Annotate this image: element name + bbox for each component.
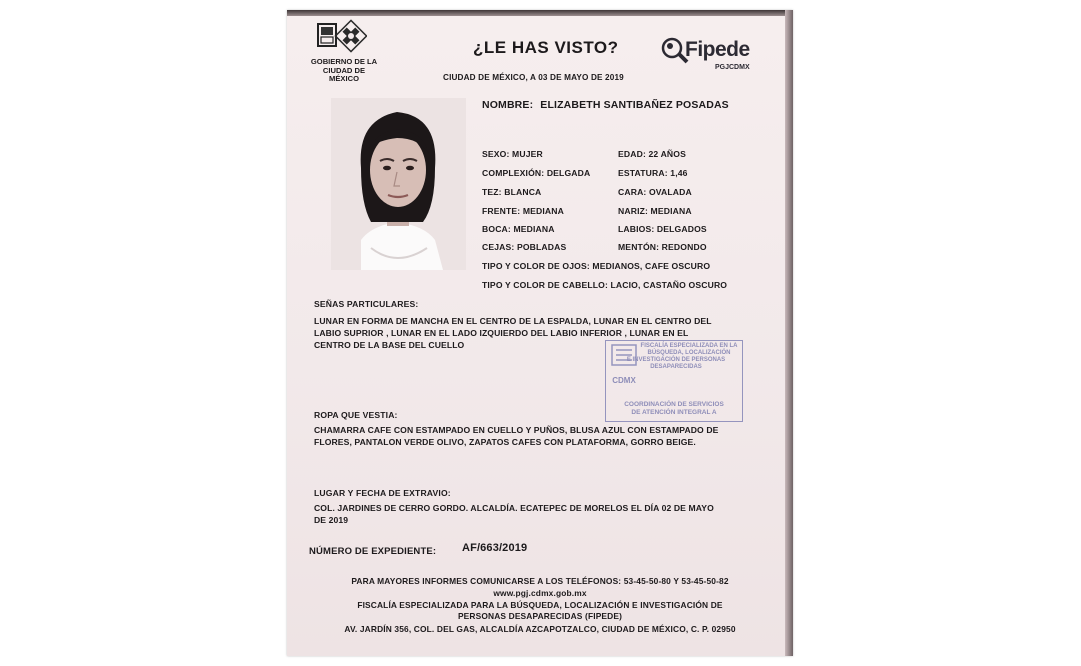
ropa-label: ROPA QUE VESTIA: [314, 410, 398, 420]
attr-sexo: SEXO: MUJER [482, 149, 543, 159]
stamp-line: COORDINACIÓN DE SERVICIOS [624, 401, 724, 408]
government-name: GOBIERNO DE LA CIUDAD DE MÉXICO [310, 57, 378, 83]
ropa-text [314, 424, 784, 448]
paper-top-shadow [287, 10, 793, 16]
footer-agency: FISCALÍA ESPECIALIZADA PARA LA BÚSQUEDA, LOCALIZACIÓN E INVESTIGACIÓN DE [357, 600, 723, 610]
attr-tez: TEZ: BLANCA [482, 187, 542, 197]
cdmx-government-logo [315, 18, 367, 58]
senas-line: LABIO SUPRIOR , LUNAR EN EL LADO IZQUIERDO DEL LABIO INFERIOR , LUNAR EN EL [314, 328, 689, 338]
page-title: ¿LE HAS VISTO? [473, 38, 619, 57]
stamp-line: BÚSQUEDA, LOCALIZACIÓN [647, 350, 731, 356]
attr-cabello: TIPO Y COLOR DE CABELLO: LACIO, CASTAÑO OSCURO [482, 280, 728, 290]
expediente-number: AF/663/2019 [462, 542, 528, 554]
footer-phones: PARA MAYORES INFORMES COMUNICARSE A LOS TELÉFONOS: 53-45-50-80 Y 53-45-50-82 [351, 576, 729, 586]
extravio-line: COL. JARDINES DE CERRO GORDO. ALCALDÍA. ECATEPEC DE MORELOS EL DÍA 02 DE MAYO [314, 503, 714, 513]
attr-estatura: ESTATURA: 1,46 [618, 168, 688, 178]
attr-boca: BOCA: MEDIANA [482, 224, 555, 234]
attr-cejas: CEJAS: POBLADAS [482, 242, 567, 252]
missing-person-flyer [287, 10, 793, 656]
attr-frente: FRENTE: MEDIANA [482, 206, 564, 216]
senas-line: LUNAR EN FORMA DE MANCHA EN EL CENTRO DE LA ESPALDA, LUNAR EN EL CENTRO DEL [314, 316, 712, 326]
person-photo [331, 98, 466, 270]
name-line [482, 99, 729, 111]
senas-label: SEÑAS PARTICULARES: [314, 299, 419, 309]
official-stamp [601, 340, 743, 424]
name-label: NOMBRE: [482, 99, 534, 111]
fipede-wordmark: Fipede [685, 38, 750, 61]
stamp-line: E INVESTIGACIÓN DE PERSONAS [626, 357, 726, 363]
attr-labios: LABIOS: DELGADOS [618, 224, 707, 234]
expediente-label: NÚMERO DE EXPEDIENTE: [309, 546, 437, 557]
pgj-wordmark: PGJCDMX [715, 64, 750, 71]
attr-menton: MENTÓN: REDONDO [618, 242, 707, 252]
footer-address: AV. JARDÍN 356, COL. DEL GAS, ALCALDÍA AZCAPOTZALCO, CIUDAD DE MÉXICO, C. P. 02950 [344, 624, 736, 634]
footer-agency-name: PERSONAS DESAPARECIDAS (FIPEDE) [457, 611, 623, 621]
ropa-line: FLORES, PANTALON VERDE OLIVO, ZAPATOS CAFES CON PLATAFORMA, GORRO BEIGE. [314, 437, 696, 447]
place-date: CIUDAD DE MÉXICO, A 03 DE MAYO DE 2019 [443, 73, 624, 82]
extravio-text [314, 502, 784, 526]
extravio-line: DE 2019 [314, 515, 349, 525]
stamp-line: FISCALÍA ESPECIALIZADA EN LA [640, 343, 738, 349]
paper-edge-shadow [785, 10, 793, 656]
stamp-line: DESAPARECIDAS [650, 364, 702, 370]
ropa-line: CHAMARRA CAFE CON ESTAMPADO EN CUELLO Y PUÑOS, BLUSA AZUL CON ESTAMPADO DE [314, 425, 719, 435]
footer-website: www.pgj.cdmx.gob.mx [493, 588, 587, 598]
extravio-label: LUGAR Y FECHA DE EXTRAVIO: [314, 488, 451, 498]
attr-nariz: NARIZ: MEDIANA [618, 206, 692, 216]
attr-ojos: TIPO Y COLOR DE OJOS: MEDIANOS, CAFE OSCURO [482, 261, 711, 271]
attr-complexion: COMPLEXIÓN: DELGADA [482, 168, 591, 178]
stamp-line: DE ATENCIÓN INTEGRAL A [631, 409, 717, 416]
senas-line: CENTRO DE LA BASE DEL CUELLO [314, 340, 465, 350]
person-name: ELIZABETH SANTIBAÑEZ POSADAS [540, 99, 729, 111]
stamp-cdmx: CDMX [612, 376, 636, 385]
attr-cara: CARA: OVALADA [618, 187, 692, 197]
attr-edad: EDAD: 22 AÑOS [618, 149, 687, 159]
